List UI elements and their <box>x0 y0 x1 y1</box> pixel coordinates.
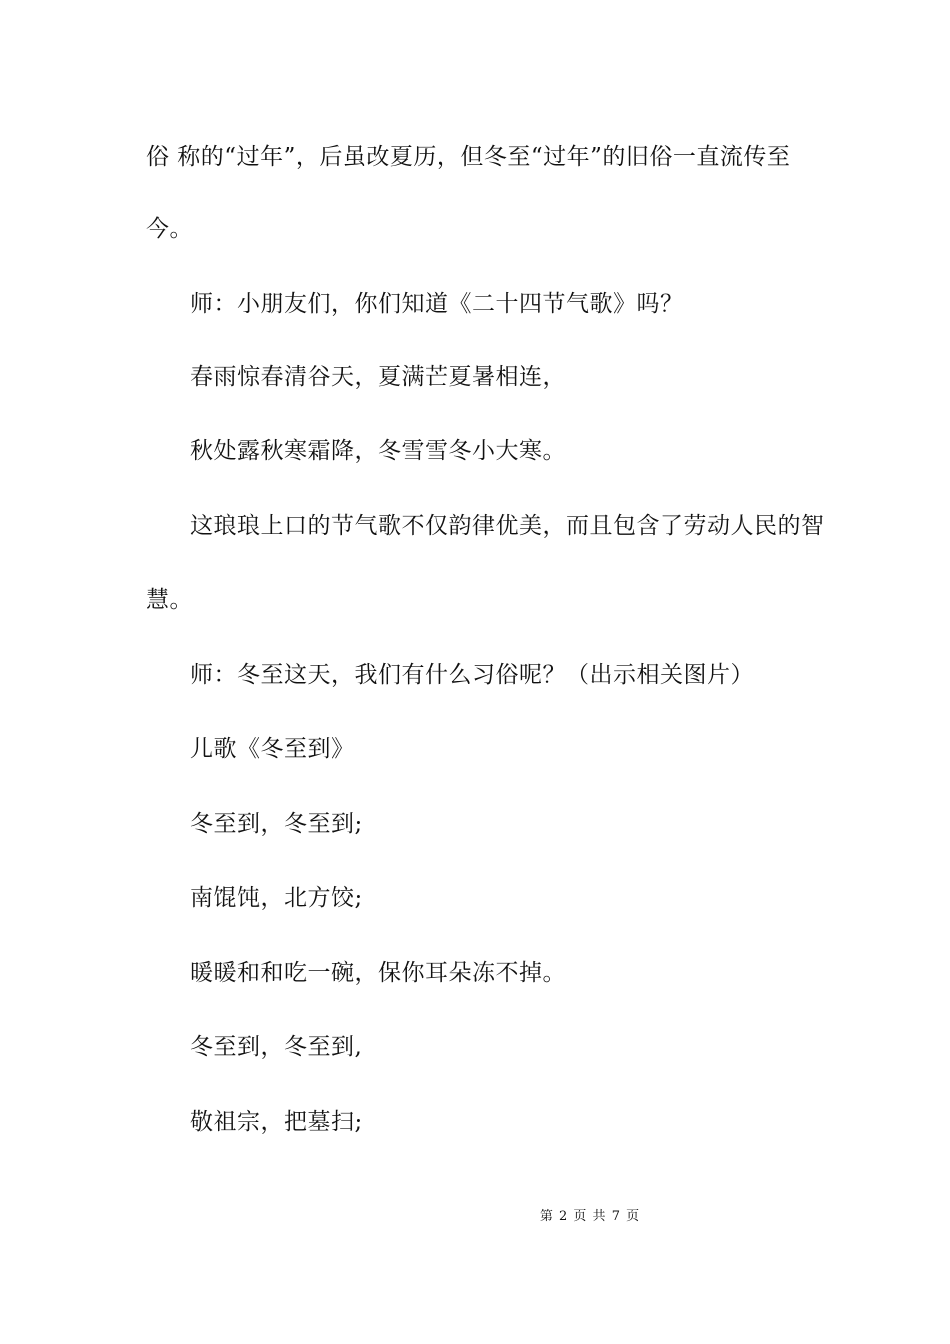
text-line-8: 师：冬至这天，我们有什么习俗呢？（出示相关图片） <box>190 662 754 688</box>
text-line-2: 今。 <box>146 216 193 242</box>
text-line-9: 儿歌《冬至到》 <box>190 736 355 762</box>
text-line-5: 秋处露秋寒霜降，冬雪雪冬小大寒。 <box>190 438 566 464</box>
text-line-11: 南馄饨，北方饺; <box>190 885 363 911</box>
page-number-footer: 第 2 页 共 7 页 <box>539 1209 641 1224</box>
text-line-1: 俗 称的“过年”，后虽改夏历，但冬至“过年”的旧俗一直流传至 <box>146 144 791 170</box>
text-line-6: 这琅琅上口的节气歌不仅韵律优美，而且包含了劳动人民的智 <box>190 513 825 539</box>
text-line-3: 师：小朋友们，你们知道《二十四节气歌》吗？ <box>190 291 684 317</box>
text-line-10: 冬至到，冬至到; <box>190 811 363 837</box>
text-line-4: 春雨惊春清谷天，夏满芒夏暑相连， <box>190 364 566 390</box>
text-line-13: 冬至到，冬至到, <box>190 1034 363 1060</box>
text-line-7: 慧。 <box>146 587 193 613</box>
text-line-12: 暖暖和和吃一碗，保你耳朵冻不掉。 <box>190 960 566 986</box>
text-line-14: 敬祖宗，把墓扫; <box>190 1109 363 1135</box>
